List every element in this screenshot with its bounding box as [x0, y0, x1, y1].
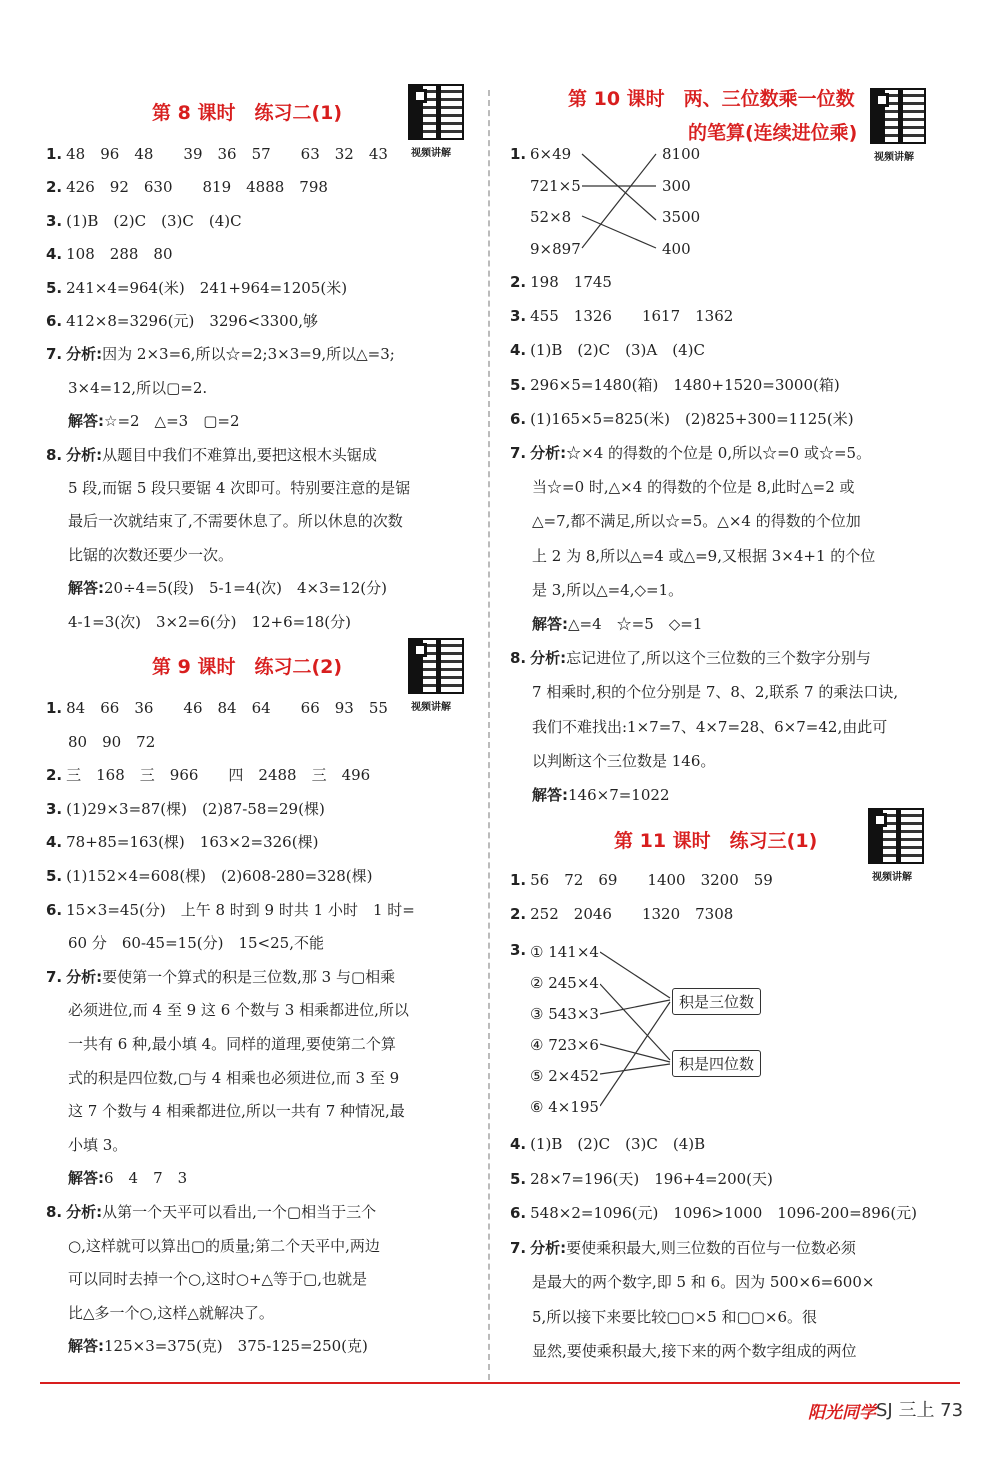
item-number: 6. — [510, 409, 527, 428]
answer-text: 最后一次就结束了,不需要休息了。所以休息的次数 — [68, 512, 403, 531]
lesson-8-title: 第 8 课时 练习二(1) — [152, 102, 343, 124]
answer-label: 分析: — [66, 445, 103, 464]
answer-text: 上 2 为 8,所以△=4 或△=9,又根据 3×4+1 的个位 — [532, 546, 876, 565]
answer-text: 252 2046 1320 7308 — [530, 905, 734, 923]
answer-text: 548×2=1096(元) 1096>1000 1096-200=896(元) — [530, 1204, 918, 1222]
answer-line — [46, 344, 395, 364]
answer-label: 解答: — [532, 786, 568, 804]
answer-text: (1)B (2)C (3)C (4)B — [530, 1135, 706, 1153]
item-number: 6. — [46, 312, 63, 330]
answer-line — [46, 866, 373, 886]
answer-line — [46, 445, 377, 465]
answer-line — [68, 511, 403, 531]
answer-text: 可以同时去掉一个○,这时○+△等于▢,也就是 — [68, 1270, 367, 1289]
answer-label: 分析: — [66, 967, 103, 986]
match-expression: 9×897 — [530, 239, 581, 258]
answer-line — [532, 717, 887, 737]
lesson-10-title: 第 10 课时 两、三位数乘一位数 — [568, 88, 855, 110]
item-number: 3. — [46, 799, 63, 818]
answer-line — [68, 545, 233, 565]
answer-line — [68, 933, 324, 953]
answer-text: 三 168 三 966 四 2488 三 496 — [66, 766, 371, 785]
qr-code-icon[interactable] — [408, 84, 464, 140]
match-expression: 6×49 — [530, 145, 572, 163]
item-number: 1. — [46, 699, 63, 717]
item-number: 8. — [46, 445, 63, 464]
answer-line — [532, 1272, 874, 1292]
item-number: 7. — [46, 967, 63, 986]
answer-text: 是最大的两个数字,即 5 和 6。因为 500×6=600× — [532, 1273, 875, 1291]
page-edition: SJ 三上 73 — [876, 1400, 964, 1421]
answer-text: 15×3=45(分) 上午 8 时到 9 时共 1 小时 1 时= — [66, 900, 415, 919]
item-number: 4. — [46, 833, 63, 852]
footer-rule — [40, 1382, 960, 1384]
match-expression: ④ 723×6 — [530, 1036, 599, 1054]
answer-text: 412×8=3296(元) 3296<3300,够 — [66, 312, 319, 330]
item-number: 8. — [46, 1203, 63, 1221]
answer-text: 3×4=12,所以▢=2. — [68, 378, 208, 397]
item-number: 6. — [510, 1204, 527, 1222]
answer-line — [510, 904, 733, 924]
answer-label: 解答: — [68, 1169, 104, 1188]
answer-line — [46, 311, 318, 331]
answer-line — [46, 698, 388, 718]
answer-line — [68, 578, 387, 598]
answer-line — [46, 211, 242, 231]
item-number: 2. — [510, 905, 527, 923]
answer-label: 解答: — [532, 615, 568, 633]
answer-text: 一共有 6 种,最小填 4。同样的道理,要使第二个算 — [68, 1035, 396, 1053]
answer-text: 从题目中我们不难算出,要把这根木头锯成 — [102, 445, 377, 464]
answer-line — [68, 411, 240, 431]
answer-line — [46, 177, 328, 197]
answer-text: 比△多一个○,这样△就解决了。 — [68, 1303, 274, 1322]
match-expression: ① 141×4 — [530, 943, 599, 961]
answer-line — [68, 1168, 187, 1188]
answer-text: 455 1326 1617 1362 — [530, 307, 734, 326]
item-number: 5. — [510, 375, 527, 394]
item-number: 5. — [510, 1169, 527, 1188]
item-number: 2. — [510, 273, 527, 291]
match-result: 8100 — [662, 145, 701, 163]
answer-line — [68, 1101, 405, 1121]
answer-line — [510, 1203, 917, 1223]
column-divider — [488, 90, 490, 1380]
brand-logo: 阳光同学 — [808, 1403, 876, 1423]
answer-line — [68, 1269, 367, 1289]
answer-text: 20÷4=5(段) 5-1=4(次) 4×3=12(分) — [104, 579, 388, 598]
answer-text: 28×7=196(天) 196+4=200(天) — [530, 1169, 773, 1188]
answer-text: 因为 2×3=6,所以☆=2;3×3=9,所以△=3; — [102, 345, 395, 364]
qr-code-icon[interactable] — [408, 638, 464, 694]
qr-caption: 视频讲解 — [874, 152, 914, 163]
answer-label: 分析: — [66, 345, 103, 364]
answer-line — [532, 477, 855, 497]
answer-line — [68, 1236, 380, 1256]
item-number: 7. — [510, 444, 527, 462]
answer-line — [68, 1068, 399, 1088]
answer-text: △=4 ☆=5 ◇=1 — [568, 615, 703, 633]
qr-code-icon[interactable] — [868, 808, 924, 864]
item-number: 6. — [46, 900, 63, 919]
answer-text: △=7,都不满足,所以☆=5。△×4 的得数的个位加 — [532, 512, 861, 531]
qr-caption: 视频讲解 — [411, 148, 451, 159]
answer-text: 是 3,所以△=4,◇=1。 — [532, 580, 684, 599]
match-expression: 52×8 — [530, 208, 572, 226]
answer-text: 198 1745 — [530, 273, 612, 291]
qr-caption: 视频讲解 — [872, 872, 912, 883]
answer-text: 56 72 69 1400 3200 59 — [530, 871, 773, 889]
answer-text: 80 90 72 — [68, 732, 156, 751]
match-result: 400 — [662, 239, 691, 258]
answer-text: ☆=2 △=3 ▢=2 — [104, 412, 240, 431]
item-number: 1. — [46, 145, 63, 163]
answer-line — [68, 1000, 409, 1020]
answer-text: 小填 3。 — [68, 1135, 128, 1154]
match-expression: ② 245×4 — [530, 974, 599, 992]
lesson-11-title: 第 11 课时 练习三(1) — [614, 830, 818, 852]
match-result: 300 — [662, 176, 691, 195]
answer-line — [510, 1238, 856, 1258]
answer-text: ○,这样就可以算出▢的质量;第二个天平中,两边 — [68, 1236, 380, 1255]
answer-line — [510, 1134, 705, 1154]
answer-line — [68, 1336, 368, 1356]
answer-text: 84 66 36 46 84 64 66 93 55 — [66, 699, 388, 717]
answer-text: 60 分 60-45=15(分) 15<25,不能 — [68, 934, 324, 953]
answer-text: 这 7 个数与 4 相乘都进位,所以一共有 7 种情况,最 — [68, 1102, 405, 1121]
answer-line — [68, 1135, 127, 1155]
answer-text: 从第一个天平可以看出,一个▢相当于三个 — [102, 1203, 377, 1221]
answer-text: 我们不难找出:1×7=7、4×7=28、6×7=42,由此可 — [532, 717, 888, 736]
answer-label: 解答: — [68, 412, 104, 431]
item-number: 8. — [510, 649, 527, 668]
item-number: 4. — [510, 341, 527, 360]
answer-line — [510, 443, 871, 463]
item-number: 2. — [46, 766, 63, 785]
answer-text: (1)165×5=825(米) (2)825+300=1125(米) — [530, 409, 854, 428]
answer-text: 146×7=1022 — [568, 786, 670, 804]
answer-label: 分析: — [530, 649, 567, 668]
answer-line — [532, 1341, 857, 1361]
answer-line — [46, 799, 325, 819]
answer-text: 296×5=1480(箱) 1480+1520=3000(箱) — [530, 375, 840, 394]
answer-text: 78+85=163(棵) 163×2=326(棵) — [66, 833, 319, 852]
item-number: 7. — [510, 1238, 527, 1257]
answer-text: (1)B (2)C (3)C (4)C — [66, 211, 242, 230]
answer-text: 显然,要使乘积最大,接下来的两个数字组成的两位 — [532, 1342, 857, 1360]
answer-line — [46, 1202, 376, 1222]
answer-text: 以判断这个三位数是 146。 — [532, 751, 716, 770]
answer-label: 解答: — [68, 579, 104, 598]
item-number: 5. — [46, 867, 63, 885]
answer-text: 5 段,而锯 5 段只要锯 4 次即可。特别要注意的是锯 — [68, 479, 411, 497]
answer-text: (1)29×3=87(棵) (2)87-58=29(棵) — [66, 799, 325, 818]
answer-line — [510, 375, 840, 395]
item-number: 7. — [46, 345, 63, 364]
answer-text: 108 288 80 — [66, 245, 173, 264]
answer-text: 4-1=3(次) 3×2=6(分) 12+6=18(分) — [68, 612, 352, 631]
qr-caption: 视频讲解 — [411, 702, 451, 713]
answer-line — [532, 751, 715, 771]
answer-line — [510, 306, 733, 326]
qr-code-icon[interactable] — [870, 88, 926, 144]
answer-text: ☆×4 的得数的个位是 0,所以☆=0 或☆=5。 — [566, 444, 872, 462]
answer-line — [68, 612, 351, 632]
answer-line — [510, 340, 705, 360]
answer-label: 分析: — [530, 444, 567, 462]
answer-text: 426 92 630 819 4888 798 — [66, 178, 328, 197]
lesson-9-title: 第 9 课时 练习二(2) — [152, 656, 343, 678]
answer-line — [68, 1034, 396, 1054]
matching-lines-2 — [600, 940, 680, 1120]
answer-line — [46, 144, 388, 164]
answer-line — [510, 648, 871, 668]
answer-text: 48 96 48 39 36 57 63 32 43 — [66, 145, 388, 163]
answer-line — [532, 1307, 817, 1327]
answer-text: 式的积是四位数,▢与 4 相乘也必须进位,而 3 至 9 — [68, 1068, 400, 1087]
answer-line — [46, 832, 318, 852]
result-box-three-digit: 积是三位数 — [672, 988, 761, 1015]
answer-label: 解答: — [68, 1337, 104, 1356]
answer-text: 当☆=0 时,△×4 的得数的个位是 8,此时△=2 或 — [532, 478, 855, 497]
answer-text: 5,所以接下来要比较▢▢×5 和▢▢×6。很 — [532, 1307, 817, 1326]
answer-line — [68, 732, 155, 752]
answer-line — [68, 478, 410, 498]
answer-line — [510, 870, 773, 890]
answer-text: 要使第一个算式的积是三位数,那 3 与▢相乘 — [102, 967, 396, 986]
answer-line — [532, 546, 875, 566]
item-number: 4. — [510, 1135, 527, 1153]
answer-text: 241×4=964(米) 241+964=1205(米) — [66, 278, 348, 297]
answer-text: 要使乘积最大,则三位数的百位与一位数必须 — [566, 1238, 856, 1257]
answer-text: (1)152×4=608(棵) (2)608-280=328(棵) — [66, 867, 373, 885]
item-number: 3. — [510, 941, 527, 959]
item-number: 2. — [46, 178, 63, 197]
answer-label: 分析: — [66, 1203, 103, 1221]
answer-text: 7 相乘时,积的个位分别是 7、8、2,联系 7 的乘法口诀, — [532, 683, 899, 702]
answer-text: 125×3=375(克) 375-125=250(克) — [104, 1337, 368, 1356]
item-number: 1. — [510, 145, 527, 163]
match-expression: ③ 543×3 — [530, 1005, 599, 1023]
answer-line — [532, 580, 683, 600]
answer-line — [510, 409, 854, 429]
answer-line — [46, 900, 415, 920]
answer-text: 比锯的次数还要少一次。 — [68, 545, 234, 564]
answer-line — [68, 1303, 274, 1323]
answer-line — [532, 785, 669, 805]
answer-line — [68, 378, 207, 398]
match-expression: 721×5 — [530, 176, 581, 195]
lesson-10-subtitle: 的笔算(连续进位乘) — [688, 122, 858, 144]
item-number: 1. — [510, 871, 527, 889]
answer-text: 6 4 7 3 — [104, 1169, 188, 1188]
match-result: 3500 — [662, 208, 701, 226]
match-expression: ⑥ 4×195 — [530, 1098, 599, 1116]
matching-lines — [560, 140, 680, 260]
answer-line — [532, 614, 702, 634]
answer-text: (1)B (2)C (3)A (4)C — [530, 341, 705, 360]
answer-line — [46, 244, 173, 264]
answer-line — [46, 967, 395, 987]
item-number: 4. — [46, 245, 63, 264]
answer-line — [510, 1169, 773, 1189]
answer-label: 分析: — [530, 1238, 567, 1257]
item-number: 5. — [46, 278, 63, 297]
answer-line — [532, 511, 861, 531]
answer-text: 忘记进位了,所以这个三位数的三个数字分别与 — [566, 649, 871, 668]
result-box-four-digit: 积是四位数 — [672, 1050, 761, 1077]
answer-line — [46, 765, 370, 785]
answer-line — [46, 278, 347, 298]
answer-line — [532, 682, 898, 702]
answer-line — [510, 272, 612, 292]
item-number: 3. — [46, 211, 63, 230]
item-number: 3. — [510, 307, 527, 326]
answer-text: 必须进位,而 4 至 9 这 6 个数与 3 相乘都进位,所以 — [68, 1001, 409, 1020]
match-expression: ⑤ 2×452 — [530, 1067, 599, 1085]
